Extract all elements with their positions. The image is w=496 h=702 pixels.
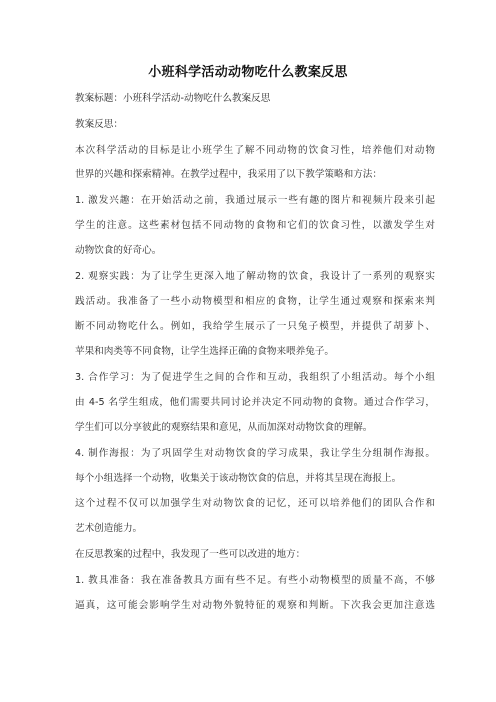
text-line: 动物饮食的好奇心。 — [75, 245, 162, 256]
text-line: 在反思教案的过程中，我发现了一些可以改进的地方： — [75, 549, 306, 560]
text-line: 1. 激发兴趣：在开始活动之前，我通过展示一些有趣的图片和视频片段来引起 — [75, 195, 435, 206]
text-line: 3. 合作学习：为了促进学生之间的合作和互动，我组织了小组活动。每个小组 — [75, 372, 435, 383]
text-line: 教案反思： — [75, 119, 123, 130]
text-line: 逼真，这可能会影响学生对动物外貌特征的观察和判断。下次我会更加注意选 — [75, 600, 435, 611]
text-line: 践活动。我准备了一些小动物模型和相应的食物，让学生通过观察和探索来判 — [75, 296, 435, 307]
text-line: 4. 制作海报：为了巩固学生对动物饮食的学习成果，我让学生分组制作海报。 — [75, 448, 435, 459]
text-line: 艺术创造能力。 — [75, 523, 143, 534]
text-line: 断不同动物吃什么。例如，我给学生展示了一只兔子模型，并提供了胡萝卜、 — [75, 321, 435, 332]
text-line: 学生们可以分享彼此的观察结果和意见，从而加深对动物饮食的理解。 — [75, 422, 373, 433]
text-line: 2. 观察实践：为了让学生更深入地了解动物的饮食，我设计了一系列的观察实 — [75, 271, 435, 282]
text-line: 教案标题：小班科学活动-动物吃什么教案反思 — [75, 93, 271, 104]
document-title: 小班科学活动动物吃什么教案反思 — [148, 65, 348, 80]
text-line: 1. 教具准备：我在准备教具方面有些不足。有些小动物模型的质量不高，不够 — [75, 575, 435, 586]
text-line: 每个小组选择一个动物，收集关于该动物饮食的信息，并将其呈现在海报上。 — [75, 473, 402, 484]
text-line: 本次科学活动的目标是让小班学生了解不同动物的饮食习性，培养他们对动物 — [75, 145, 435, 156]
text-line: 世界的兴趣和探索精神。在教学过程中，我采用了以下教学策略和方法： — [75, 169, 382, 180]
text-line: 由 4-5 名学生组成，他们需要共同讨论并决定不同动物的食物。通过合作学习， — [75, 397, 435, 408]
text-line: 这个过程不仅可以加强学生对动物饮食的记忆，还可以培养他们的团队合作和 — [75, 498, 435, 509]
text-line: 学生的注意。这些素材包括不同动物的食物和它们的饮食习性，以激发学生对 — [75, 220, 435, 231]
text-line: 苹果和肉类等不同食物，让学生选择正确的食物来喂养兔子。 — [75, 346, 335, 357]
